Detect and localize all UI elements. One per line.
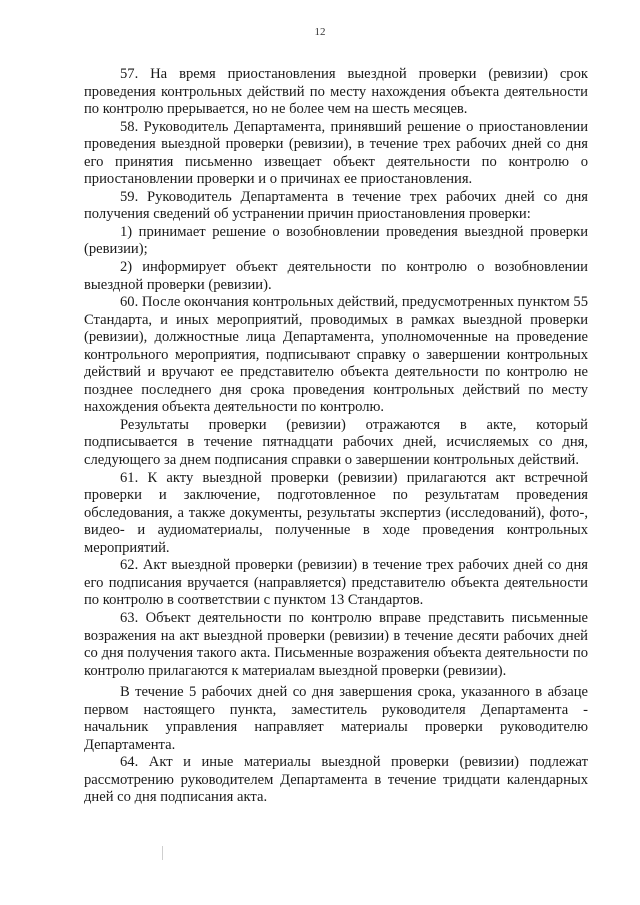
paragraph-64: 64. Акт и иные материалы выездной проверки (ревизии) подлежат рассмотрению руководителем Департамента в течение тридцати календарных дней со дня подписания акта.: [84, 754, 588, 806]
paragraph-59: 59. Руководитель Департамента в течение трех рабочих дней со дня получения сведений об устранении причин приостановления проверки:: [84, 188, 588, 223]
paragraph-58: 58. Руководитель Департамента, принявший решение о приостановлении проведения выездной проверки (ревизии), в течение трех рабочих дней со дня его принятия письменно извещает объект деятельности по контролю о приостановлении проверки и о причинах ее приостановления.: [84, 118, 588, 188]
paragraph-61: 61. К акту выездной проверки (ревизии) прилагаются акт встречной проверки и заключение, подготовленное по результатам проведения обследования, а также документы, результаты экспертиз (исследований), фото-, видео- и аудиоматериалы, полученные в ходе проведения контрольных мероприятий.: [84, 469, 588, 556]
paragraph-63-second: В течение 5 рабочих дней со дня завершения срока, указанного в абзаце первом настоящего пункта, заместитель руководителя Департамента - начальник управления направляет материалы проверки руководителю Департамента.: [84, 684, 588, 753]
paragraph-59-item-2: 2) информирует объект деятельности по контролю о возобновлении выездной проверки (ревизии).: [84, 259, 588, 293]
scan-artifact-mark: [162, 846, 163, 860]
paragraph-59-item-1: 1) принимает решение о возобновлении проведения выездной проверки (ревизии);: [84, 223, 588, 258]
paragraph-60: 60. После окончания контрольных действий, предусмотренных пунктом 55 Стандарта, и иных мероприятий, проводимых в рамках выездной проверки (ревизии), должностные лица Департамента, уполномоченные на проведение контрольного мероприятия, подписывают справку о завершении контрольных действий и вручают ее представителю объекта деятельности по контролю не позднее последнего дня срока проведения контрольных действий по месту нахождения объекта деятельности по контролю.: [84, 294, 588, 416]
paragraph-60-second: Результаты проверки (ревизии) отражаются в акте, который подписывается в течение пятнадцати рабочих дней, исчисляемых со дня, следующего за днем подписания справки о завершении контрольных действий.: [84, 416, 588, 469]
paragraph-63: 63. Объект деятельности по контролю вправе представить письменные возражения на акт выездной проверки (ревизии) в течение десяти рабочих дней со дня получения такого акта. Письменные возражения объекта деятельности по контролю прилагаются к материалам выездной проверки (ревизии).: [84, 609, 588, 679]
paragraph-62: 62. Акт выездной проверки (ревизии) в течение трех рабочих дней со дня его подписания вручается (направляется) представителю объекта деятельности по контролю в соответствии с пунктом 13 Стандартов.: [84, 557, 588, 609]
page-number: 12: [314, 26, 326, 38]
document-body: [84, 66, 588, 807]
paragraph-57: 57. На время приостановления выездной проверки (ревизии) срок проведения контрольных действий по месту нахождения объекта деятельности по контролю прерывается, но не более чем на шесть месяцев.: [84, 66, 588, 118]
